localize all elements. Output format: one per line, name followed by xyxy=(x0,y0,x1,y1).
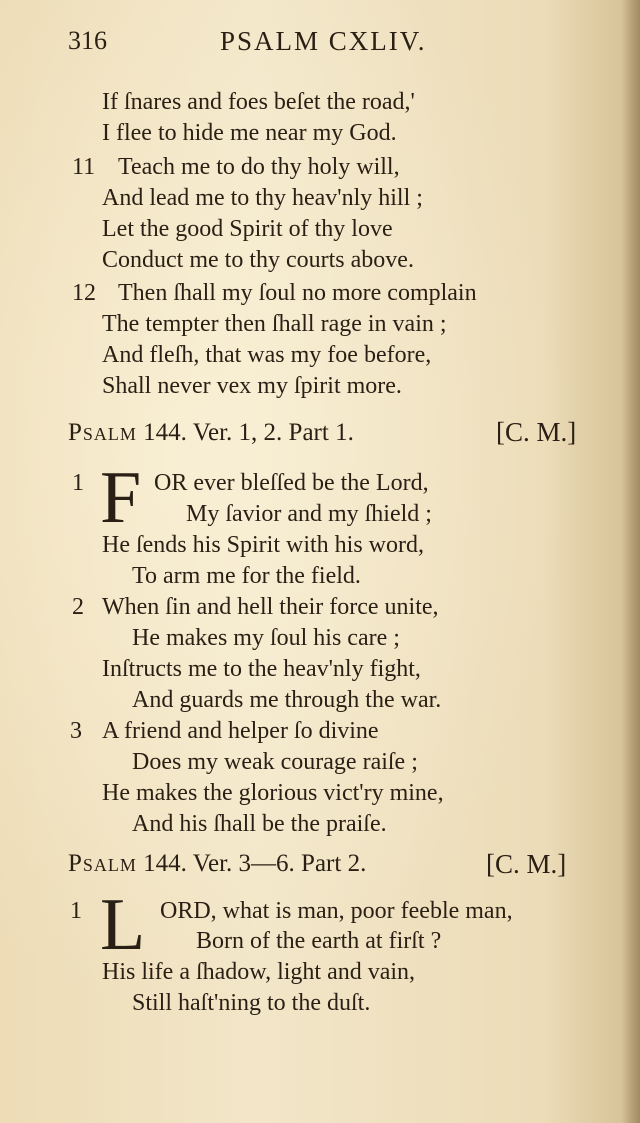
verse-line: When ſin and hell their force unite, xyxy=(102,594,439,620)
verse-line: Shall never vex my ſpirit more. xyxy=(102,373,402,399)
verse-line: Still haſt'ning to the duſt. xyxy=(132,990,371,1016)
page-edge-shadow xyxy=(622,0,640,1123)
verse-line: OR ever bleſſed be the Lord, xyxy=(154,470,429,496)
verse-number: 2 xyxy=(72,594,84,620)
verse-line: Born of the earth at firſt ? xyxy=(196,928,442,954)
verse-number: 3 xyxy=(70,718,82,744)
verse-line: And guards me through the war. xyxy=(132,687,442,713)
verse-line: He makes the glorious vict'ry mine, xyxy=(102,780,444,806)
drop-cap: F xyxy=(100,457,142,539)
verse-number: 1 xyxy=(72,470,84,496)
heading-psalm-label: Psalm xyxy=(68,850,137,877)
heading-reference: 144. Ver. 3—6. Part 2. xyxy=(143,850,367,877)
verse-line: And lead me to thy heav'nly hill ; xyxy=(102,185,423,211)
verse-line: Let the good Spirit of thy love xyxy=(102,216,393,242)
verse-line: His life a ſhadow, light and vain, xyxy=(102,959,416,985)
heading-psalm-label: Psalm xyxy=(68,419,137,446)
verse-line: ORD, what is man, poor feeble man, xyxy=(160,898,513,924)
verse-line: I flee to hide me near my God. xyxy=(102,120,397,146)
verse-line: He ſends his Spirit with his word, xyxy=(102,532,424,558)
verse-line: Then ſhall my ſoul no more complain xyxy=(118,280,477,306)
verse-line: And his ſhall be the praiſe. xyxy=(132,811,387,837)
verse-line: A friend and helper ſo divine xyxy=(102,718,379,744)
heading-reference: 144. Ver. 1, 2. Part 1. xyxy=(143,419,354,446)
verse-number: 12 xyxy=(72,280,96,306)
page-number: 316 xyxy=(68,26,107,55)
verse-line: If ſnares and foes beſet the road,' xyxy=(102,89,415,115)
verse-line: And fleſh, that was my foe before, xyxy=(102,342,432,368)
verse-number: 11 xyxy=(72,154,96,180)
drop-cap: L xyxy=(100,884,146,966)
verse-line: To arm me for the field. xyxy=(132,563,361,589)
verse-number: 1 xyxy=(70,898,82,924)
verse-line: Teach me to do thy holy will, xyxy=(118,154,400,180)
verse-line: Conduct me to thy courts above. xyxy=(102,247,414,273)
meter-label: [C. M.] xyxy=(496,417,577,447)
verse-line: The tempter then ſhall rage in vain ; xyxy=(102,311,447,337)
section-heading xyxy=(68,849,366,879)
verse-line: Inſtructs me to the heav'nly fight, xyxy=(102,656,421,682)
verse-line: He makes my ſoul his care ; xyxy=(132,625,400,651)
meter-label: [C. M.] xyxy=(486,849,567,879)
section-heading xyxy=(68,418,354,448)
verse-line: My ſavior and my ſhield ; xyxy=(186,501,432,527)
verse-line: Does my weak courage raiſe ; xyxy=(132,749,418,775)
running-head: PSALM CXLIV. xyxy=(220,26,427,56)
